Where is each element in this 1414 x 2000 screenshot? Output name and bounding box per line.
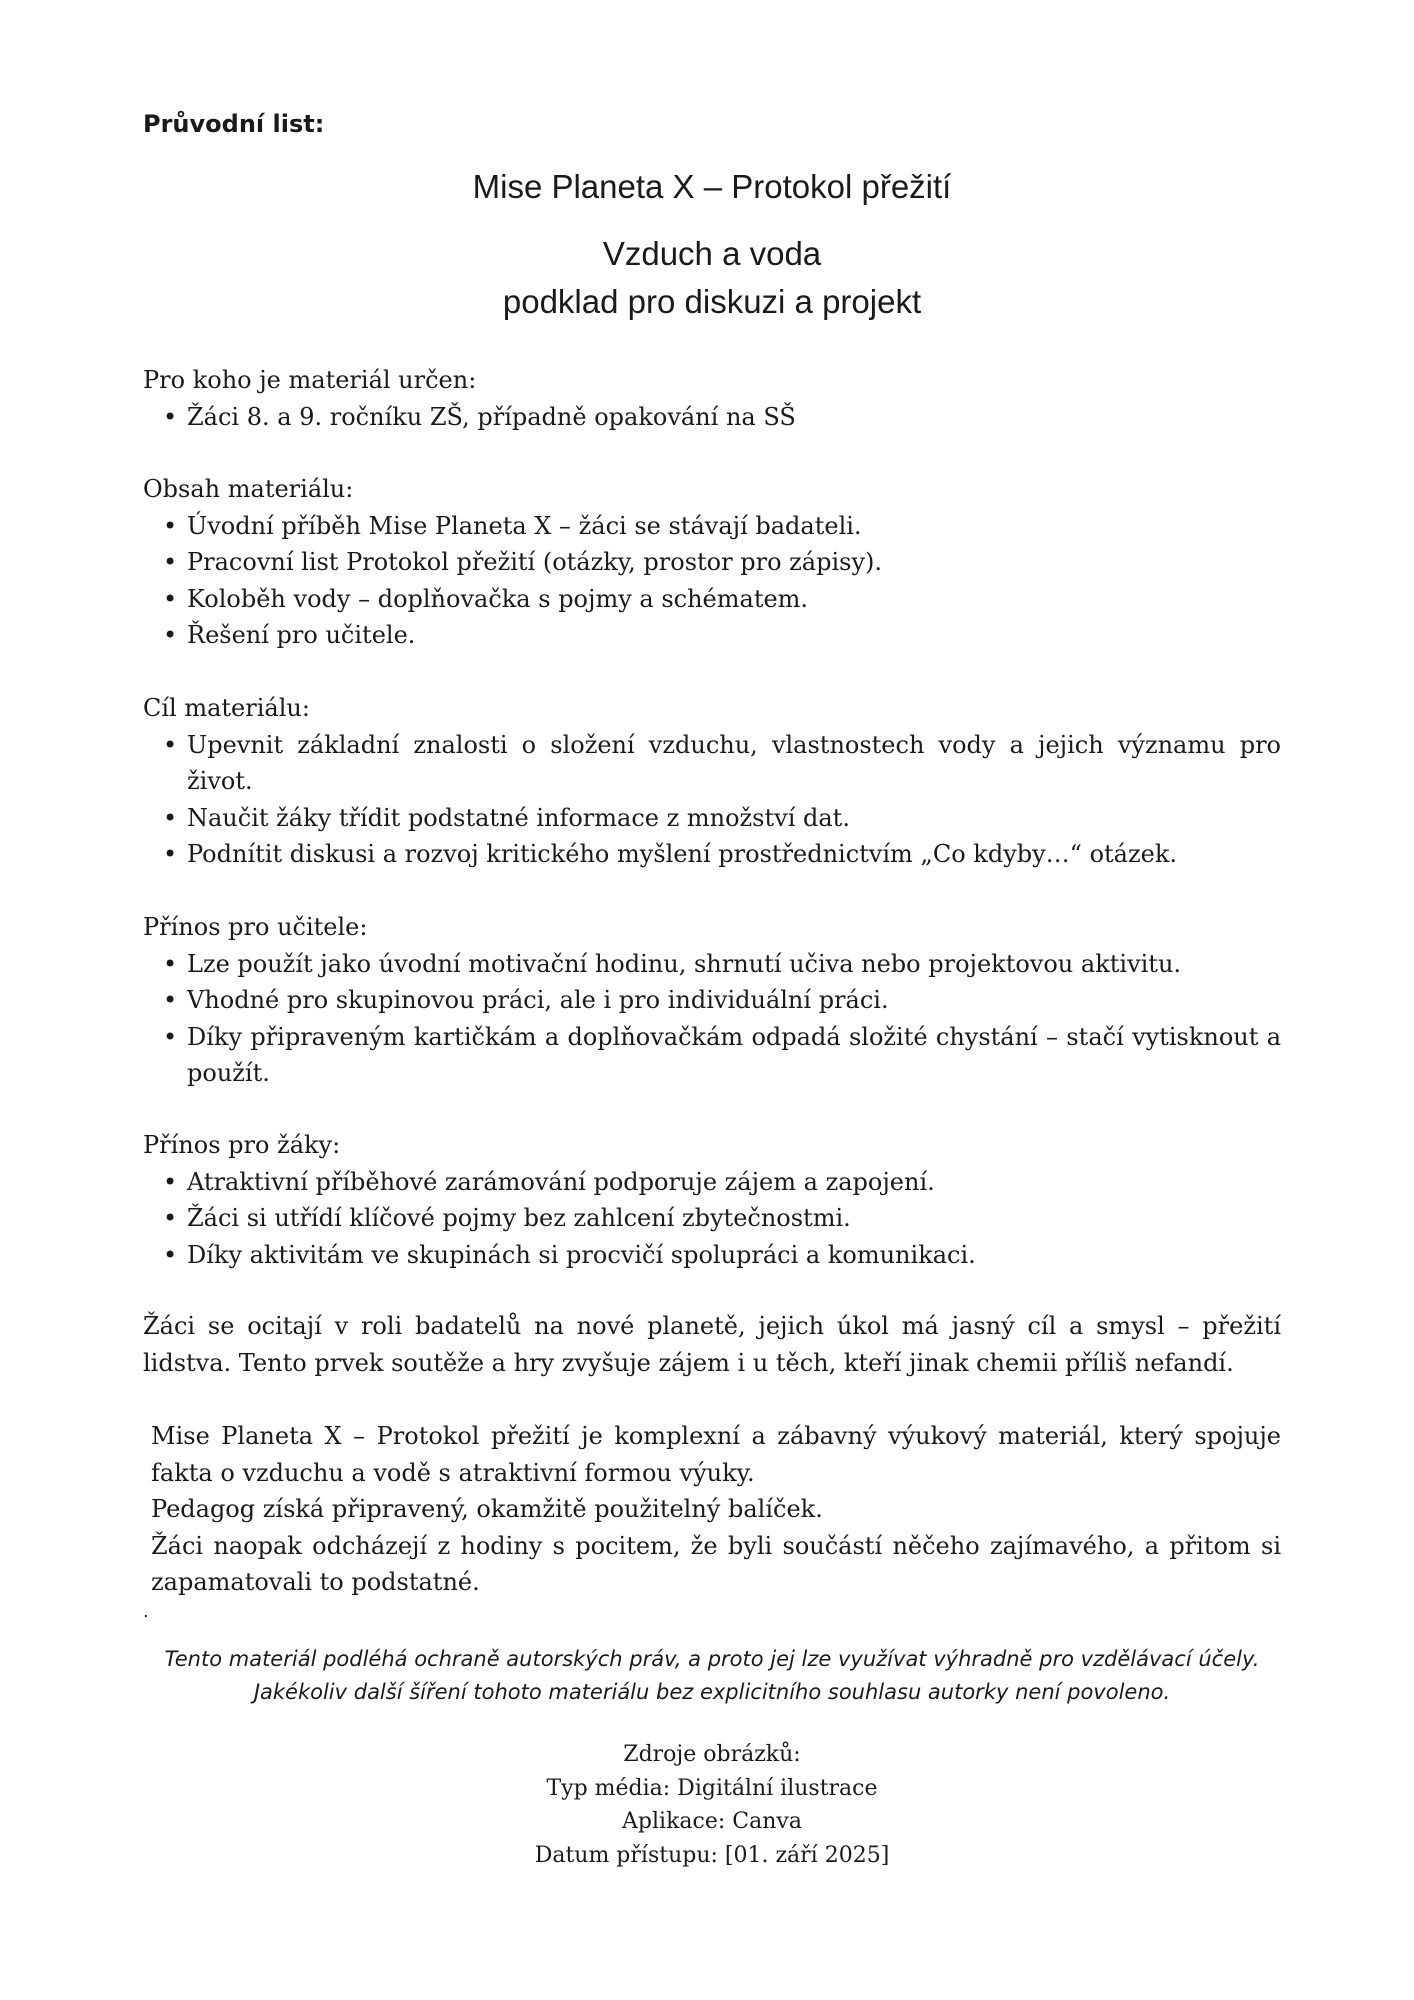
list-item: • Podnítit diskusi a rozvoj kritického myšlení prostřednictvím „Co kdyby…“ otázek. xyxy=(143,836,1281,873)
sources-app: Aplikace: Canva xyxy=(622,1809,802,1834)
list-item: • Lze použít jako úvodní motivační hodinu, shrnutí učiva nebo projektovou aktivitu. xyxy=(143,946,1281,983)
section-heading: Cíl materiálu: xyxy=(143,694,310,722)
list-item: • Vhodné pro skupinovou práci, ale i pro individuální práci. xyxy=(143,982,1281,1019)
sources-access-date: Datum přístupu: [01. září 2025] xyxy=(534,1842,890,1868)
bullet-list xyxy=(143,1164,1281,1274)
document-subtitle-topic: Vzduch a voda xyxy=(602,235,822,272)
section-goal xyxy=(143,690,1281,873)
list-item: • Žáci 8. a 9. ročníku ZŠ, případně opakování na SŠ xyxy=(143,399,1281,436)
summary-line: Mise Planeta X – Protokol přežití je komplexní a zábavný výukový materiál, který spojuje fakta o vzduchu a vodě s atraktivní formou výuky. xyxy=(151,1422,1281,1487)
bullet-list xyxy=(143,946,1281,1092)
section-heading: Pro koho je materiál určen: xyxy=(143,366,477,394)
document-page xyxy=(143,0,1281,2000)
document-title: Mise Planeta X – Protokol přežití xyxy=(472,168,952,205)
section-audience xyxy=(143,362,1281,435)
section-heading: Přínos pro žáky: xyxy=(143,1131,341,1159)
summary-line: Žáci naopak odcházejí z hodiny s pocitem, že byli součástí něčeho zajímavého, a přitom si zapamatovali to podstatné. xyxy=(151,1531,1281,1596)
list-item: • Díky připraveným kartičkám a doplňovačkám odpadá složité chystání – stačí vytisknout a použít. xyxy=(143,1019,1281,1092)
list-item: • Pracovní list Protokol přežití (otázky, prostor pro zápisy). xyxy=(143,544,1281,581)
copyright-notice: Tento materiál podléhá ochraně autorských práv, a proto jej lze využívat výhradně pro vzdělávací účely. Jakékoliv další šíření tohoto materiálu bez explicitního souhlasu autorky není povoleno. xyxy=(164,1647,1260,1704)
summary-paragraph xyxy=(143,1418,1281,1601)
list-item: • Díky aktivitám ve skupinách si procvičí spolupráci a komunikaci. xyxy=(143,1237,1281,1274)
list-item: • Atraktivní příběhové zarámování podporuje zájem a zapojení. xyxy=(143,1164,1281,1201)
sources-media-type: Typ média: Digitální ilustrace xyxy=(546,1775,878,1801)
document-subtitle-purpose: podklad pro diskuzi a projekt xyxy=(502,283,922,320)
bullet-list xyxy=(143,399,1281,436)
list-item: • Úvodní příběh Mise Planeta X – žáci se stávají badateli. xyxy=(143,508,1281,545)
section-student-benefit xyxy=(143,1127,1281,1273)
list-item: • Řešení pro učitele. xyxy=(143,617,1281,654)
document-label: Průvodní list: xyxy=(143,110,325,138)
summary-line: Pedagog získá připravený, okamžitě použitelný balíček. xyxy=(151,1495,823,1523)
section-contents xyxy=(143,471,1281,654)
section-heading: Přínos pro učitele: xyxy=(143,913,368,941)
bullet-list xyxy=(143,508,1281,654)
motivation-paragraph: Žáci se ocitají v roli badatelů na nové planetě, jejich úkol má jasný cíl a smysl – přežití lidstva. Tento prvek soutěže a hry zvyšuje zájem i u těch, kteří jinak chemii příliš nefandí. xyxy=(143,1312,1281,1377)
stray-dot: . xyxy=(143,1601,149,1622)
section-teacher-benefit xyxy=(143,909,1281,1092)
list-item: • Žáci si utřídí klíčové pojmy bez zahlcení zbytečnostmi. xyxy=(143,1200,1281,1237)
bullet-list xyxy=(143,727,1281,873)
sources-heading: Zdroje obrázků: xyxy=(623,1742,801,1767)
section-heading: Obsah materiálu: xyxy=(143,475,354,503)
list-item: • Naučit žáky třídit podstatné informace z množství dat. xyxy=(143,800,1281,837)
list-item: • Koloběh vody – doplňovačka s pojmy a schématem. xyxy=(143,581,1281,618)
list-item: • Upevnit základní znalosti o složení vzduchu, vlastnostech vody a jejich významu pro život. xyxy=(143,727,1281,800)
image-sources xyxy=(143,1738,1281,1872)
